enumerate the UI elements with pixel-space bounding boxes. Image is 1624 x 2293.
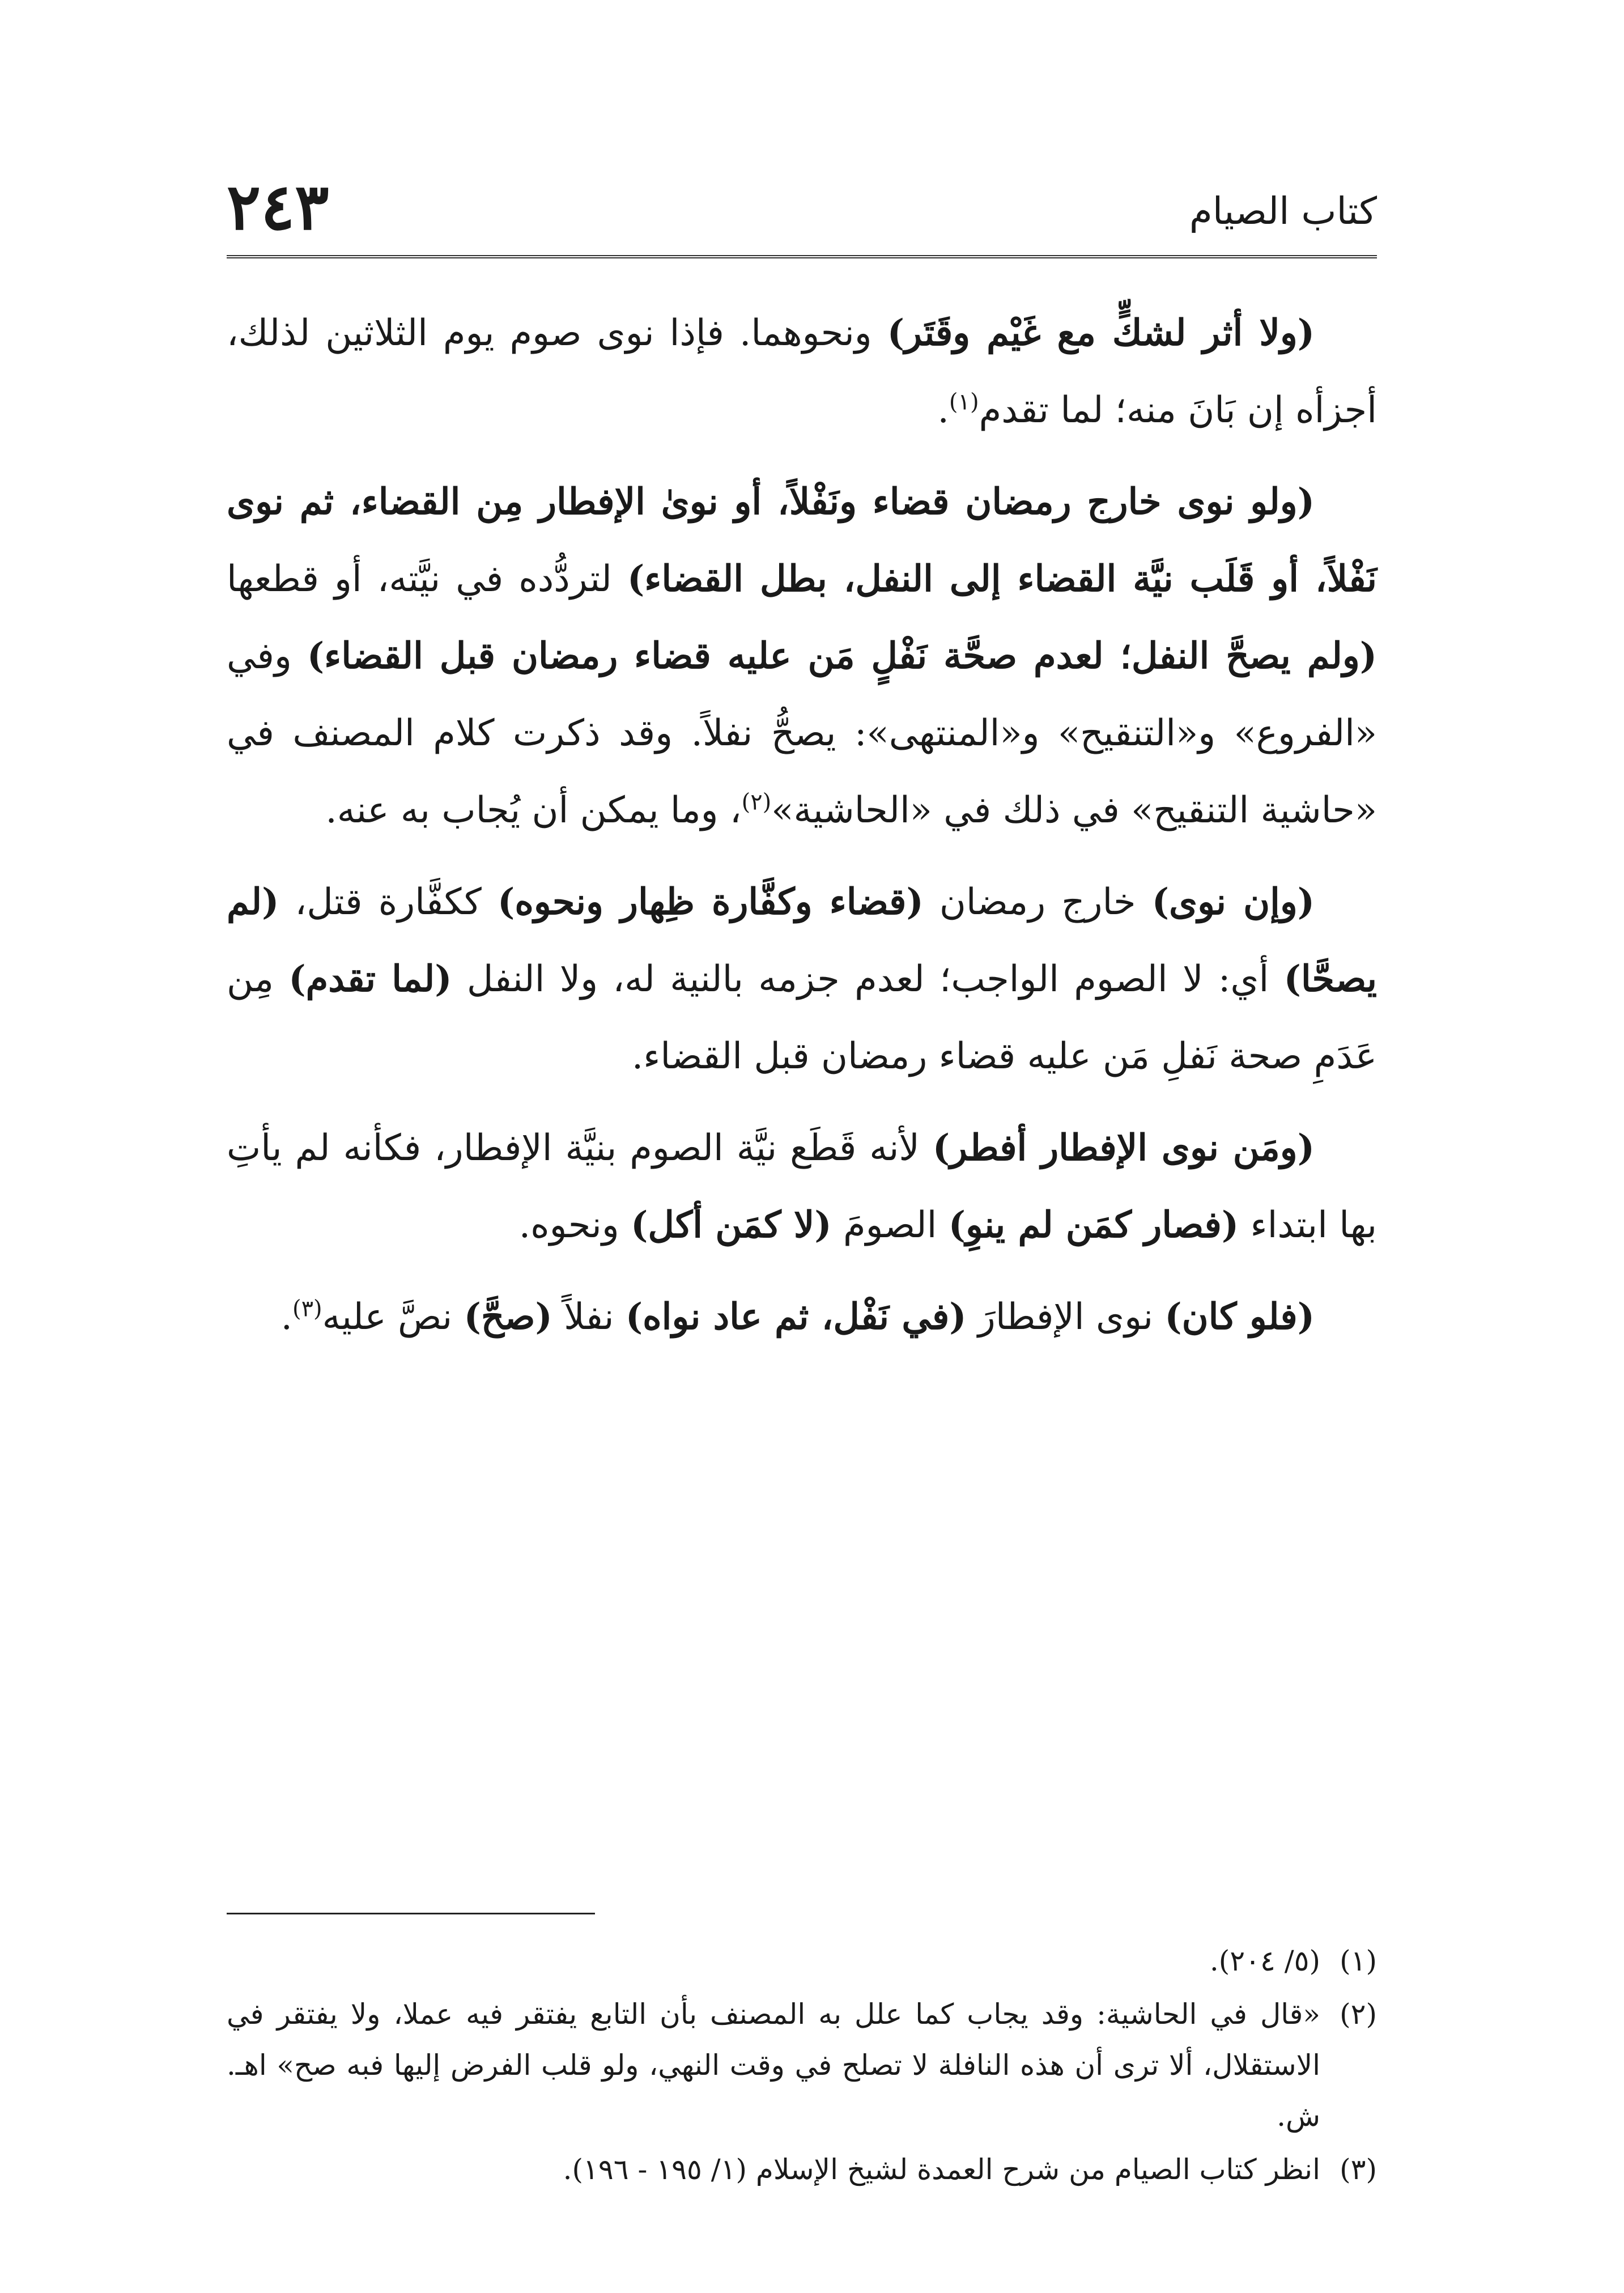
sharh-text: وفي «الفروع» و«التنقيح» و«المنتهى»: يصحُّ نفلاً. وقد ذكرت كلام المصنف في «حاشية التنقيح» في ذلك في «الحاشية» — [227, 635, 1377, 831]
sharh-text: خارج رمضان — [923, 881, 1152, 923]
matn-text: (لما تقدم) — [288, 958, 452, 1000]
footnote-text: «قال في الحاشية: وقد يجاب كما علل به المصنف بأن التابع يفتقر فيه عملا، ولا يفتقر في الاستقلال، ألا ترى أن هذه النافلة لا تصلح في وقت النهي، ولو قلب الفرض إليها فبه صح» اهـ. ش. — [227, 1998, 1320, 2133]
footnote-number: (٢) — [1340, 1998, 1377, 2031]
sharh-text: نصَّ عليه — [322, 1296, 464, 1338]
sharh-text: ونحوه. — [518, 1204, 631, 1246]
paragraph — [227, 1279, 1377, 1356]
sharh-text: مِن عَدَمِ صحة نَفلِ مَن عليه قضاء رمضان قبل القضاء. — [227, 958, 1377, 1077]
matn-text: (فلو كان) — [1164, 1296, 1315, 1338]
footnote — [227, 2144, 1377, 2195]
footnote-ref: (٢) — [741, 789, 772, 816]
footnote-text: انظر كتاب الصيام من شرح العمدة لشيخ الإسلام (١/ ١٩٥ - ١٩٦). — [563, 2153, 1320, 2186]
page-header — [227, 170, 1377, 255]
sharh-text: نوى الإفطارَ — [966, 1296, 1165, 1338]
paragraph — [227, 295, 1377, 449]
sharh-text: ، وما يمكن أن يُجاب به عنه. — [325, 789, 742, 831]
paragraph — [227, 464, 1377, 849]
matn-text: (لم يصحَّا) — [227, 881, 1378, 1000]
footnote — [227, 1989, 1377, 2142]
footnote-number: (٣) — [1340, 2153, 1377, 2186]
book-page — [227, 170, 1378, 2186]
matn-text: (ولا أثر لشكٍّ مع غَيْم وقَتَر) — [887, 312, 1315, 354]
matn-text: (ومَن نوى الإفطار أفطر) — [932, 1127, 1315, 1169]
paragraph — [227, 864, 1377, 1095]
sharh-text: نفلاً — [552, 1296, 626, 1338]
matn-text: (فصار كمَن لم ينوِ) — [948, 1204, 1239, 1246]
matn-text: (في نَفْل، ثم عاد نواه) — [625, 1296, 967, 1338]
paragraph — [227, 1110, 1377, 1264]
main-text — [227, 295, 1377, 1370]
matn-text: (ولم يصحَّ النفل؛ لعدم صحَّة نَفْلٍ مَن عليه قضاء رمضان قبل القضاء) — [307, 635, 1378, 677]
sharh-text: . — [280, 1296, 292, 1338]
sharh-text: أي: لا الصوم الواجب؛ لعدم جزمه بالنية له، ولا النفل — [452, 958, 1284, 1000]
footnote — [227, 1935, 1377, 1986]
matn-text: (قضاء وكفَّارة ظِهار ونحوه) — [498, 881, 924, 923]
footnote-text: (٥/ ٢٠٤). — [1209, 1944, 1320, 1977]
footnotes — [227, 1935, 1377, 2197]
matn-text: (لا كمَن أكل) — [631, 1204, 832, 1246]
matn-text: (صحَّ) — [464, 1296, 552, 1338]
sharh-text: . — [937, 389, 949, 431]
sharh-text: لأنه قَطَع نيَّة الصوم بنيَّة الإفطار، فكأنه لم يأتِ بها ابتداء — [227, 1127, 1377, 1246]
footnote-ref: (١) — [949, 389, 979, 415]
matn-text: (وإن نوى) — [1151, 881, 1315, 923]
footnote-divider — [227, 1913, 595, 1914]
header-divider — [227, 255, 1377, 258]
sharh-text: الصومَ — [831, 1204, 949, 1246]
running-title: كتاب الصيام — [1189, 189, 1377, 233]
footnote-number: (١) — [1340, 1944, 1377, 1977]
page-number: ٢٤٣ — [227, 170, 329, 244]
sharh-text: لتردُّده في نيَّته، أو قطعها — [227, 558, 627, 600]
sharh-text: ككفَّارة قتل، — [279, 881, 498, 923]
sharh-text: ونحوهما. فإذا نوى صوم يوم الثلاثين لذلك، أجزأه إن بَانَ منه؛ لما تقدم — [227, 312, 1377, 431]
footnote-ref: (٣) — [292, 1296, 322, 1322]
matn-text: (ولو نوى خارج رمضان قضاء ونَفْلاً، أو نوىٰ الإفطار مِن القضاء، ثم نوى نَفْلاً، أو قَلَب نيَّة القضاء إلى النفل، بطل القضاء) — [227, 481, 1378, 600]
